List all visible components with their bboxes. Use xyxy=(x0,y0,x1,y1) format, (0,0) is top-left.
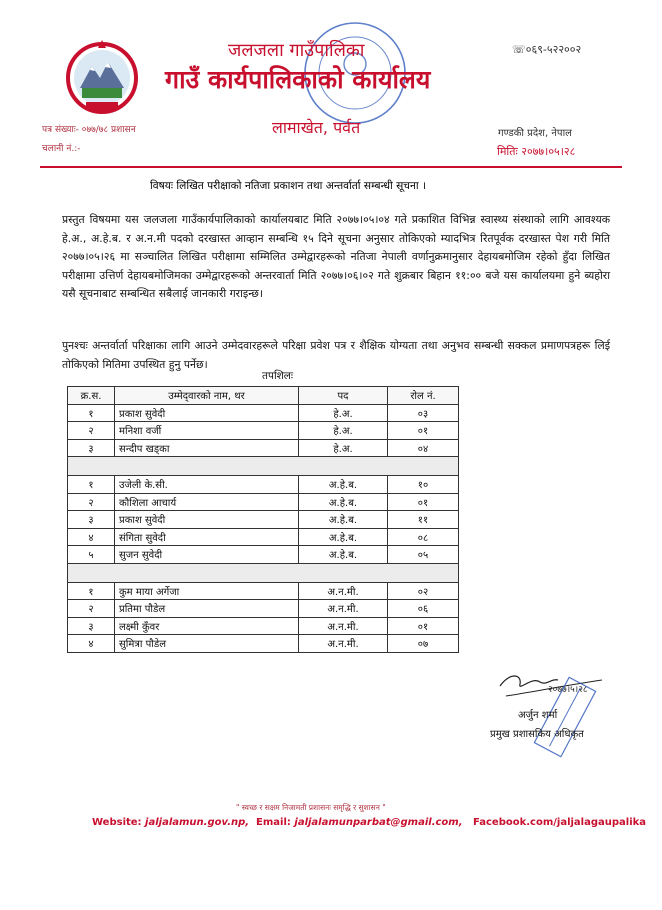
cell-roll: ०१ xyxy=(388,617,459,635)
cell-name: प्रतिमा पौडेल xyxy=(115,600,299,618)
cell-roll: ०४ xyxy=(388,439,459,457)
cell-serial: ४ xyxy=(68,528,115,546)
group-separator-row xyxy=(68,563,459,582)
cell-name: लक्ष्मी कुँवर xyxy=(115,617,299,635)
website-link[interactable]: jaljalamun.gov.np, xyxy=(145,817,250,828)
col-roll: रोल नं. xyxy=(388,387,459,405)
letter-date: मितिः २०७७।०५।२८ xyxy=(497,145,576,158)
cell-roll: ०२ xyxy=(388,582,459,600)
office-name: गाउँ कार्यपालिकाको कार्यालय xyxy=(165,65,431,94)
cell-post: अ.हे.ब. xyxy=(299,476,388,494)
cell-name: उजेली के.सी. xyxy=(115,476,299,494)
cell-roll: ०८ xyxy=(388,528,459,546)
cell-name: कौशिला आचार्य xyxy=(115,493,299,511)
table-row xyxy=(68,528,459,546)
cell-post: अ.न.मी. xyxy=(299,635,388,653)
email-label: Email: xyxy=(256,817,291,828)
cell-serial: ३ xyxy=(68,439,115,457)
cell-serial: ५ xyxy=(68,546,115,564)
table-row xyxy=(68,439,459,457)
cell-roll: ११ xyxy=(388,511,459,529)
cell-name: प्रकाश सुवेदी xyxy=(115,404,299,422)
cell-name: सुजन सुवेदी xyxy=(115,546,299,564)
cell-serial: ४ xyxy=(68,635,115,653)
province-label: गण्डकी प्रदेश, नेपाल xyxy=(498,128,572,139)
table-row xyxy=(68,582,459,600)
facebook-link[interactable]: Facebook.com/jaljalagaupalika xyxy=(472,817,647,828)
office-address: लामाखेत, पर्वत xyxy=(272,118,361,137)
notice-body: प्रस्तुत विषयमा यस जलजला गाउँकार्यपालिकाको कार्यालयबाट मिति २०७७।०५।०४ गते प्रकाशित विभिन्न स्वास्थ्य संस्थाको लागि आवश्यक हे.अ., अ.हे.ब. र अ.न.मी पदको दरखास्त आव्हान सम्बन्धि १५ दिने सूचना अनुसार तोकिएको म्यादभित्र रितपूर्वक दरखास्त पेश गरी मिति २०७७।०५।२६ मा सञ्चालित लिखित परीक्षामा सम्मिलित उम्मेद्वारहरूको नतिजा नेपाली वर्णानुक्रमानुसार देहायबमोजिम रहेको हुँदा लिखित परीक्षामा उत्तिर्ण देहायबमोजिमका उम्मेद्वारहरूको अन्तरवार्ता मिति २०७७।०६।०२ गते शुक्रबार बिहान ११:०० बजे यस कार्यालयमा हुने ब्यहोरा यसै सूचनाबाट सम्बन्धित सबैलाई जानकारी गराइन्छ। xyxy=(62,213,610,300)
cell-name: कुम माया अर्गेजा xyxy=(115,582,299,600)
cell-post: अ.हे.ब. xyxy=(299,511,388,529)
cell-post: अ.हे.ब. xyxy=(299,546,388,564)
cell-roll: ०६ xyxy=(388,600,459,618)
cell-roll: ०१ xyxy=(388,422,459,440)
table-row xyxy=(68,546,459,564)
cell-serial: २ xyxy=(68,600,115,618)
col-post: पद xyxy=(299,387,388,405)
cell-name: सुमित्रा पौडेल xyxy=(115,635,299,653)
table-row xyxy=(68,511,459,529)
table-row xyxy=(68,476,459,494)
cell-name: संगिता सुवेदी xyxy=(115,528,299,546)
cell-roll: ०७ xyxy=(388,635,459,653)
table-row xyxy=(68,422,459,440)
table-row xyxy=(68,493,459,511)
group-separator-row xyxy=(68,457,459,476)
postscript-note: पुनश्चः अन्तर्वार्ता परिक्षाका लागि आउने उम्मेदवारहरूले परिक्षा प्रवेश पत्र र शैक्षिक योग्यता तथा अनुभव सम्बन्धी सक्कल प्रमाणपत्रहरू लिई तोकिएको मितिमा उपस्थित हुनु पर्नेछ। xyxy=(62,339,610,371)
cell-serial: २ xyxy=(68,422,115,440)
website-label: Website: xyxy=(92,817,142,828)
separator-cell xyxy=(68,563,459,582)
signature-date: २०७७।५।२८ xyxy=(548,685,588,695)
cell-post: अ.न.मी. xyxy=(299,600,388,618)
cell-roll: १० xyxy=(388,476,459,494)
cell-post: अ.न.मी. xyxy=(299,582,388,600)
cell-roll: ०३ xyxy=(388,404,459,422)
cell-post: अ.न.मी. xyxy=(299,617,388,635)
cell-post: अ.हे.ब. xyxy=(299,493,388,511)
header-divider xyxy=(40,166,622,168)
table-row xyxy=(68,404,459,422)
tapasil-label: तपशिलः xyxy=(262,370,294,382)
cell-post: हे.अ. xyxy=(299,422,388,440)
col-serial: क्र.स. xyxy=(68,387,115,405)
col-name: उम्मेद्‌वारको नाम, थर xyxy=(115,387,299,405)
signer-name: अर्जुन शर्मा xyxy=(518,710,558,721)
gaupalika-name: जलजला गाउँपालिका xyxy=(228,40,365,61)
chalani-number: चलानी नं.:- xyxy=(42,144,81,154)
signer-title: प्रमुख प्रशासकिय अधिकृत xyxy=(490,729,584,740)
cell-serial: ३ xyxy=(68,617,115,635)
footer-slogan: " स्वच्छ र सक्षम निजामती प्रशासनः समृद्धि र सुशासन " xyxy=(236,803,386,812)
separator-cell xyxy=(68,457,459,476)
phone-number: ☏०६९-५२२००२ xyxy=(512,43,582,56)
cell-post: हे.अ. xyxy=(299,439,388,457)
cell-serial: १ xyxy=(68,582,115,600)
subject-line: विषयः लिखित परीक्षाको नतिजा प्रकाशन तथा अन्तर्वार्ता सम्बन्धी सूचना । xyxy=(150,180,427,192)
table-row xyxy=(68,635,459,653)
footer-contact xyxy=(92,817,646,828)
cell-name: प्रकाश सुवेदी xyxy=(115,511,299,529)
table-row xyxy=(68,600,459,618)
cell-post: हे.अ. xyxy=(299,404,388,422)
email-link[interactable]: jaljalamunparbat@gmail.com, xyxy=(294,817,463,828)
candidate-table xyxy=(67,386,459,653)
table-row xyxy=(68,617,459,635)
cell-name: सन्दीप खड्का xyxy=(115,439,299,457)
nepal-emblem-icon xyxy=(62,36,142,116)
table-header-row xyxy=(68,387,459,405)
cell-name: मनिशा वर्जी xyxy=(115,422,299,440)
cell-roll: ०१ xyxy=(388,493,459,511)
cell-serial: २ xyxy=(68,493,115,511)
cell-post: अ.हे.ब. xyxy=(299,528,388,546)
cell-roll: ०५ xyxy=(388,546,459,564)
cell-serial: १ xyxy=(68,404,115,422)
cell-serial: १ xyxy=(68,476,115,494)
patra-sankhya: पत्र संख्याः- ०७७/७८ प्रशासन xyxy=(42,125,136,135)
cell-serial: ३ xyxy=(68,511,115,529)
